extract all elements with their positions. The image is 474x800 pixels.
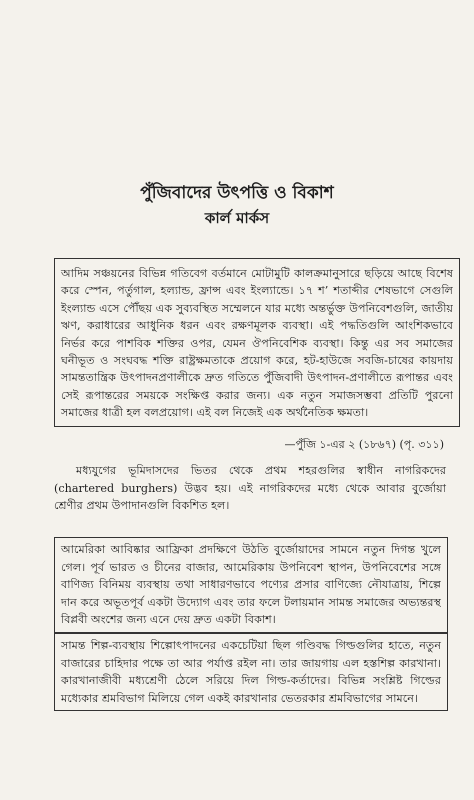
epigraph-box: আদিম সঞ্চয়নের বিভিন্ন গতিবেগ বর্তমানে মোটামুটি কালক্রমানুসারে ছড়িয়ে আছে বিশেষ করে স্পেন, পর্তুগাল, হল্যান্ড, ফ্রান্স এবং ইংল্যান্ডে। ১৭ শ’ শতাব্দীর শেষভাগে সেগুলি ইংল্যান্ড এসে পৌঁছয় এক সুব্যবস্থিত সম্মেলনে যার মধ্যে অন্তর্ভুক্ত উপনিবেশগুলি, জাতীয় ঋণ, করাধারের আধুনিক ধরন এবং রক্ষণমূলক ব্যবস্থা। এই পদ্ধতিগুলি আংশিকভাবে নির্ভর করে পাশবিক শক্তির ওপর, যেমন ঔপনিবেশিক ব্যবস্থা। কিন্তু এর সব সমাজের ঘনীভূত ও সংঘবদ্ধ শক্তি রাষ্ট্রক্ষমতাকে প্রয়োগ করে, হট-হাউজে সবজি-চাষের কায়দায় সামন্ততান্ত্রিক উৎপাদনপ্রণালীকে দ্রুত গতিতে পুঁজিবাদী উৎপাদন-প্রণালীতে রূপান্তর এবং সেই রূপান্তরের সময়কে সংক্ষিপ্ত করার জন্য। এক নতুন সমাজসম্ভবা প্রতিটি পুরনো সমাজের ধাত্রী হল বলপ্রয়োগ। এই বল নিজেই এক অর্থনৈতিক ক্ষমতা।: [54, 258, 460, 427]
page-title: পুঁজিবাদের উৎপত্তি ও বিকাশ: [140, 183, 334, 203]
paragraph-2-box: আমেরিকা আবিষ্কার আফ্রিকা প্রদক্ষিণে উঠতি বুর্জোয়াদের সামনে নতুন দিগন্ত খুলে গেল। পূর্ব ভারত ও চীনের বাজার, আমেরিকায় উপনিবেশ স্থাপন, উপনিবেশের সঙ্গে বাণিজ্য বিনিময় ব্যবস্থায় তথা সাধারণভাবে পণ্যের প্রসার বাণিজ্যে নৌযাত্রায়, শিল্পে দান করে অভূতপূর্ব একটা উদ্যোগ এবং তার ফলে টলায়মান সামন্ত সমাজের অভ্যন্তরস্থ বিপ্লবী অংশের জন্য এনে দেয় দ্রুত একটা বিকাশ।: [54, 537, 448, 633]
paragraph-1: মধ্যযুগের ভূমিদাসদের ভিতর থেকে প্রথম শহরগুলির স্বাধীন নাগরিকদের (chartered burghers) উদ্ভব হয়। এই নাগরিকদের মধ্যে থেকে আবার বুর্জোয়া শ্রেণীর প্রথম উপাদানগুলি বিকশিত হল।: [54, 464, 446, 513]
author-name: কার্ল মার্কস: [204, 209, 270, 227]
paragraph-3-box: সামন্ত শিল্প-ব্যবস্থায় শিল্পোৎপাদনের একচেটিয়া ছিল গণ্ডিবদ্ধ গিল্ডগুলির হাতে, নতুন বাজারের চাহিদার পক্ষে তা আর পর্যাপ্ত রইল না। তার জায়গায় এল হস্তশিল্প কারখানা। কারখানাজীবী মধ্যশ্রেণী ঠেলে সরিয়ে দিল গিল্ড-কর্তাদের। বিভিন্ন সংশ্লিষ্ট গিল্ডের মধ্যেকার শ্রমবিভাগ মিলিয়ে গেল একই কারখানার ভেতরকার শ্রমবিভাগের সামনে।: [54, 633, 448, 711]
epigraph-citation: —পুঁজি ১-এর ২ (১৮৬৭) (পৃ. ৩১১): [284, 438, 444, 451]
